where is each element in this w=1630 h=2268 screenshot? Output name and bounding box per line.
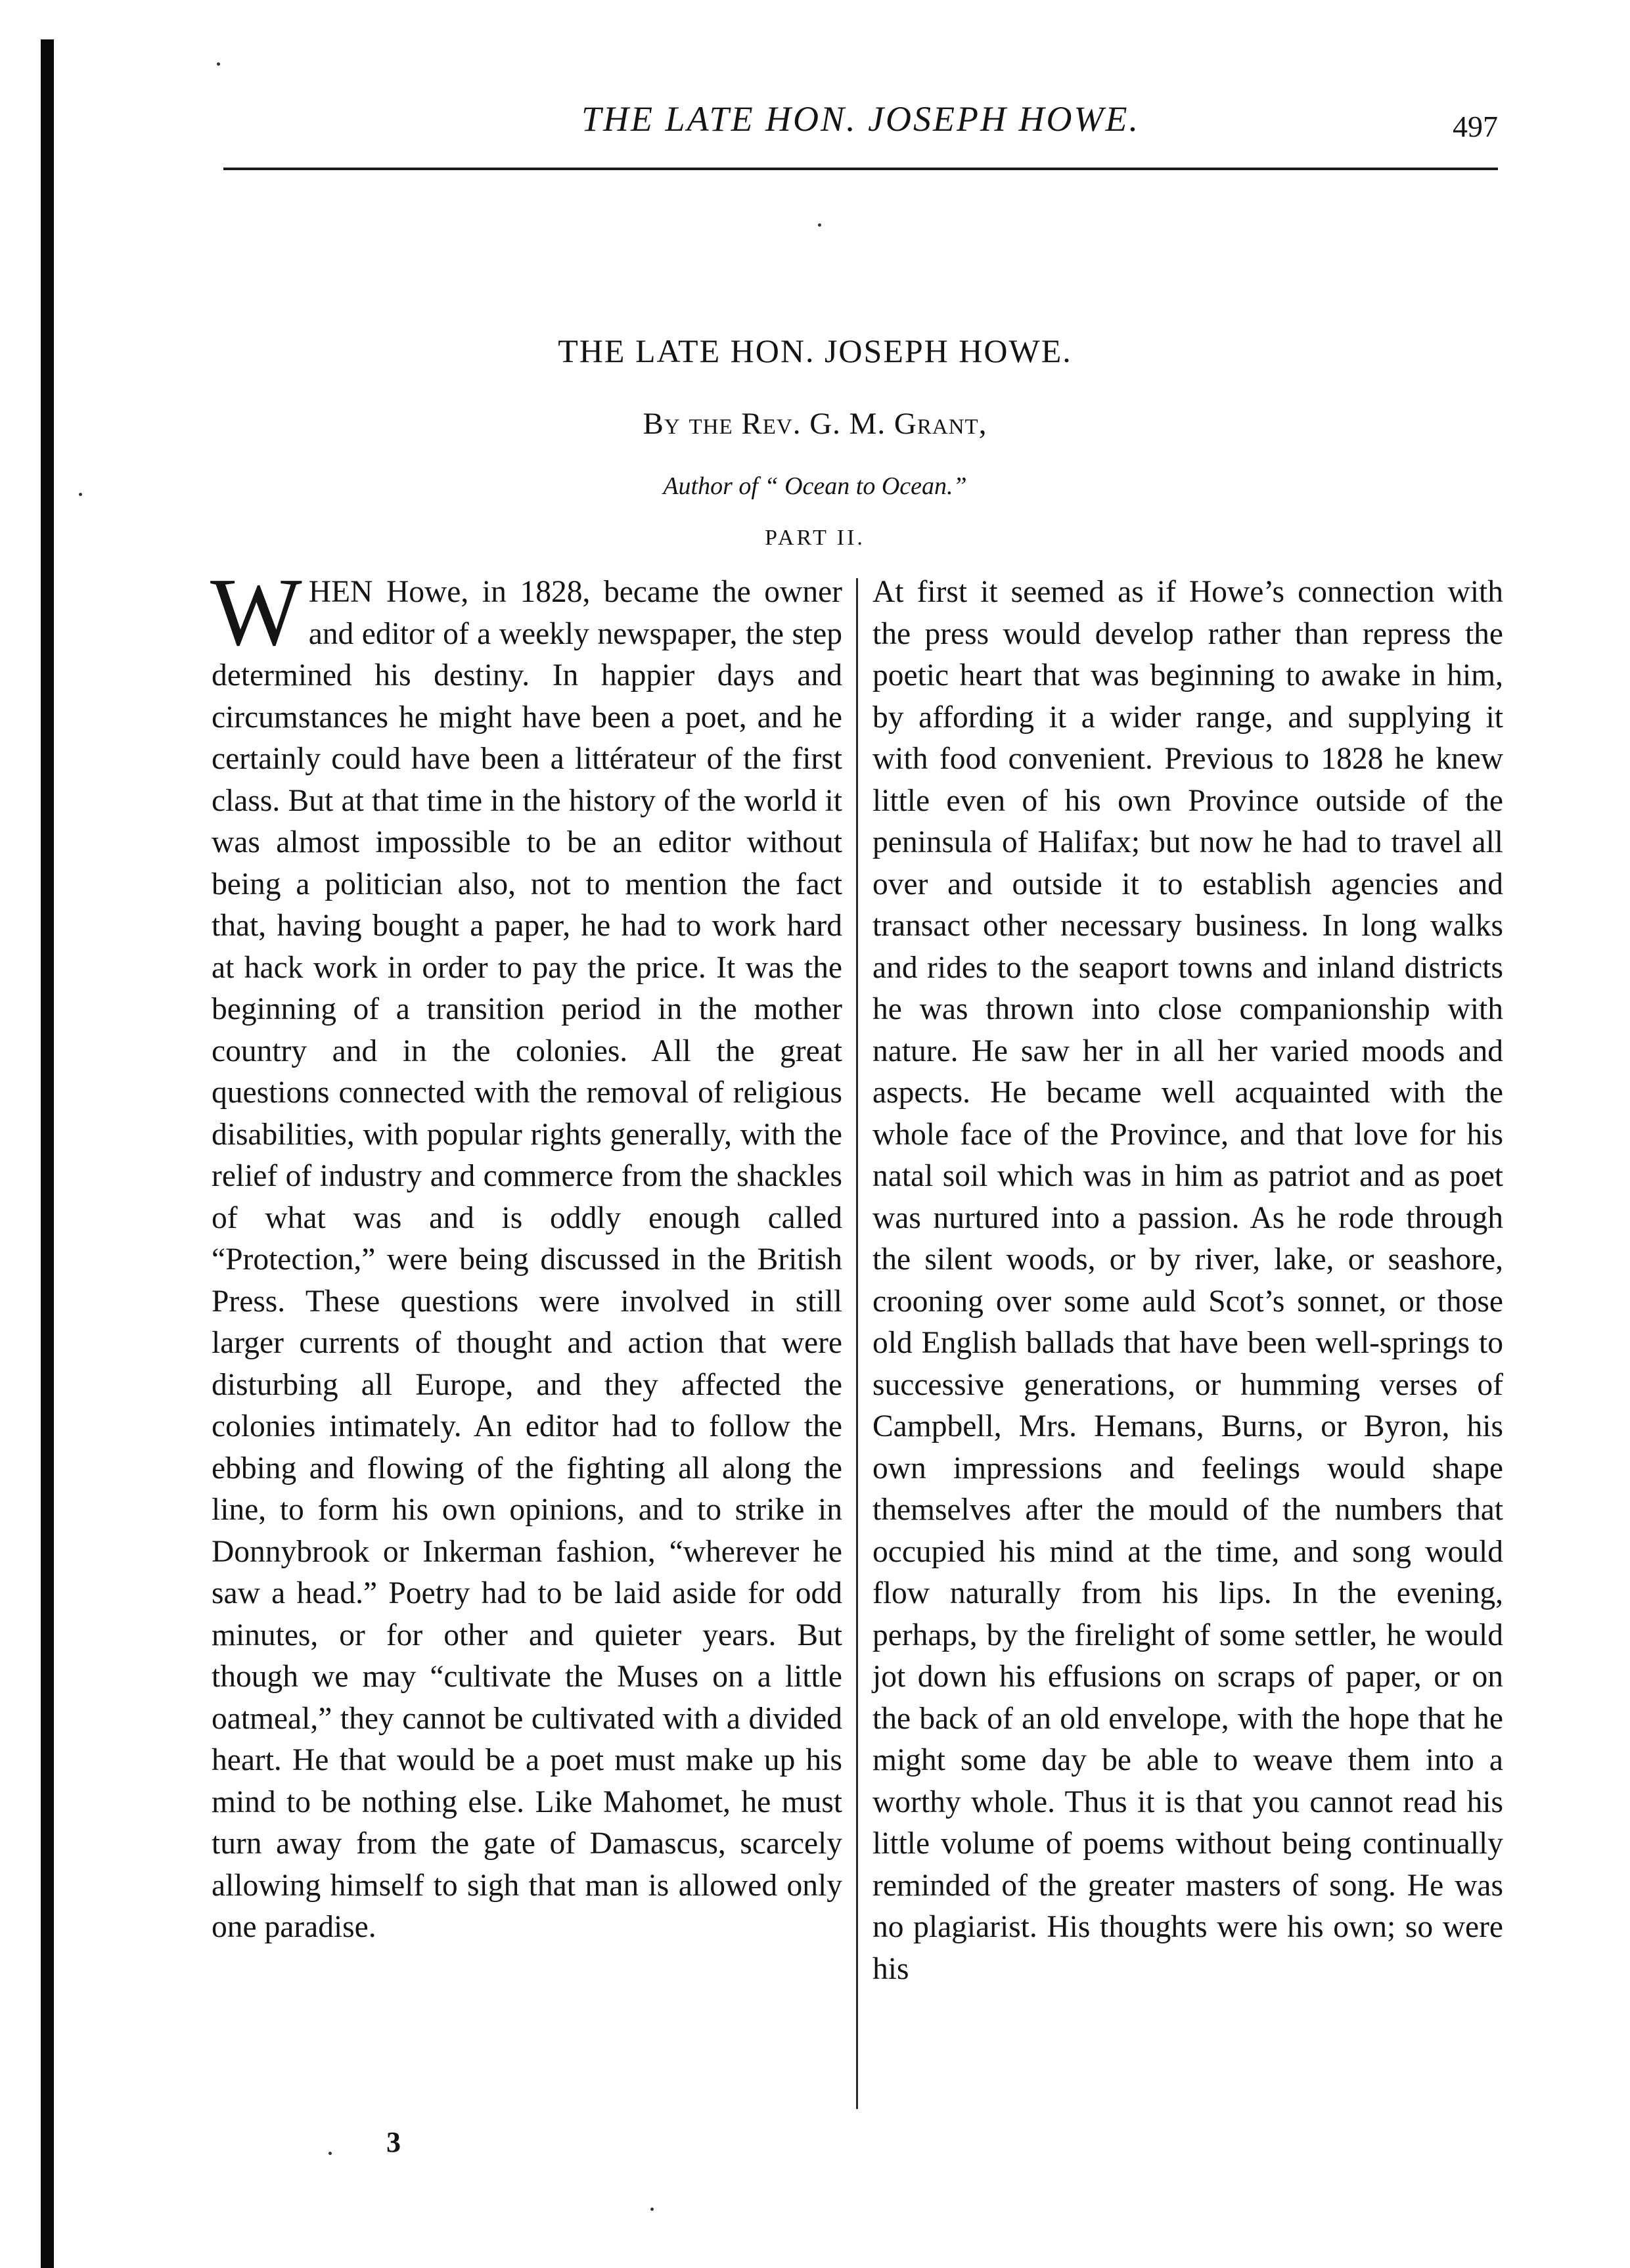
header-rule bbox=[223, 168, 1498, 170]
byline-author: Rev. G. M. Grant, bbox=[741, 407, 987, 441]
left-column-text: HEN Howe, in 1828, became the owner and editor of a weekly newspaper, the step determined his destiny. In happier days and circumstances he might have been a poet, and he certainly could have been a littérateur of the first class. But at that time in the history of the world it was almost impossible to be an editor without being a politician also, not to mention the fact that, having bought a paper, he had to work hard at hack work in order to pay the price. It was the beginning of a transition period in the mother country and in the colonies. All the great questions connected with the removal of religious disabilities, with popular rights generally, with the relief of industry and commerce from the shackles of what was and is oddly enough called “Protection,” were being discussed in the British Press. These questions were involved in still larger currents of thought and action that were disturbing all Europe, and they affected the colonies intimately. An editor had to follow the ebbing and flowing of the fighting all along the line, to form his own opinions, and to strike in Donnybrook or Inkerman fashion, “wherever he saw a head.” Poetry had to be laid aside for odd minutes, or for other and quieter years. But though we may “cultivate the Muses on a little oatmeal,” they cannot be cultivated with a divided heart. He that would be a poet must make up his mind to be nothing else. Like Mahomet, he must turn away from the gate of Damascus, scarcely allowing himself to sigh that man is allowed only one paradise. bbox=[212, 575, 842, 1944]
paper-speck bbox=[328, 2152, 332, 2155]
drop-cap: W bbox=[210, 558, 302, 666]
column-divider bbox=[856, 578, 858, 2109]
left-column-paragraph bbox=[210, 558, 842, 1949]
signature-mark: 3 bbox=[386, 2126, 401, 2158]
part-label: PART II. bbox=[765, 526, 865, 550]
left-column bbox=[210, 558, 842, 1949]
running-head-title: THE LATE HON. JOSEPH HOWE. bbox=[581, 99, 1140, 139]
right-column-paragraph: At first it seemed as if Howe’s connection with the press would develop rather than repress the poetic heart that was beginning to awake in him, by affording it a wider range, and supplying it with food convenient. Previous to 1828 he knew little even of his own Province outside of the peninsula of Halifax; but now he had to travel all over and outside it to establish agencies and transact other necessary business. In long walks and rides to the seaport towns and inland districts he was thrown into close companionship with nature. He saw her in all her varied moods and aspects. He became well acquainted with the whole face of the Province, and that love for his natal soil which was in him as patriot and as poet was nurtured into a passion. As he rode through the silent woods, or by river, lake, or seashore, crooning over some auld Scot’s sonnet, or those old English ballads that have been well-springs to successive generations, or humming verses of Campbell, Mrs. Hemans, Burns, or Byron, his own impressions and feelings would shape themselves after the mould of the numbers that occupied his mind at the time, and song would flow naturally from his lips. In the evening, perhaps, by the firelight of some settler, he would jot down his effusions on scraps of paper, or on the back of an old envelope, with the hope that he might some day be able to weave them into a worthy whole. Thus it is that you cannot read his little volume of poems without being continually reminded of the greater masters of song. He was no plagiarist. His thoughts were his own; so were his bbox=[872, 575, 1503, 1986]
paper-speck bbox=[79, 493, 82, 496]
page-binding-edge bbox=[41, 39, 54, 2268]
author-note: Author of “ Ocean to Ocean.” bbox=[663, 472, 967, 500]
paper-speck bbox=[217, 62, 220, 66]
page-number: 497 bbox=[1453, 110, 1498, 143]
paper-speck bbox=[650, 2208, 654, 2211]
right-column bbox=[872, 572, 1503, 1990]
paper-speck bbox=[818, 223, 821, 227]
article-title: THE LATE HON. JOSEPH HOWE. bbox=[558, 332, 1072, 369]
running-head bbox=[223, 99, 1498, 151]
byline bbox=[0, 406, 1630, 442]
byline-by: By the bbox=[643, 407, 733, 441]
